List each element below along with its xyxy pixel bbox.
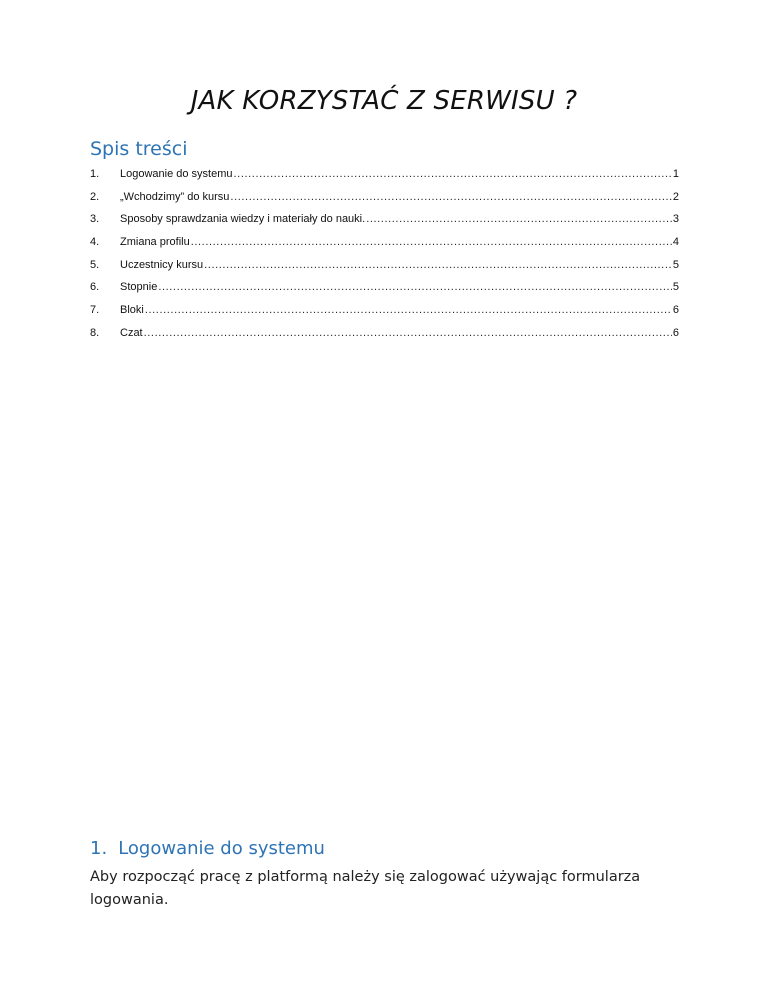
toc-item-page: 5 xyxy=(672,258,679,271)
toc-item-number: 2. xyxy=(90,190,100,203)
toc-dot-leader xyxy=(145,304,672,316)
toc-dot-leader xyxy=(191,236,672,248)
toc-dot-leader xyxy=(234,168,672,180)
section-title: Logowanie do systemu xyxy=(118,838,325,859)
toc-item-label: Czat xyxy=(120,326,143,339)
toc-item-page: 4 xyxy=(672,236,679,249)
toc-item-5[interactable] xyxy=(90,259,679,282)
toc-item-2[interactable] xyxy=(90,191,679,214)
table-of-contents xyxy=(90,168,679,350)
document-title: JAK KORZYSTAĆ Z SERWISU ? xyxy=(190,86,578,116)
toc-dot-leader xyxy=(230,191,671,203)
toc-item-number: 8. xyxy=(90,326,100,339)
toc-item-number: 6. xyxy=(90,281,100,294)
toc-item-label: „Wchodzimy” do kursu xyxy=(120,190,230,203)
toc-item-6[interactable] xyxy=(90,281,679,304)
toc-heading: Spis treści xyxy=(90,138,188,160)
toc-item-number: 7. xyxy=(90,304,100,317)
toc-item-label: Logowanie do systemu xyxy=(120,168,233,180)
toc-item-page: 2 xyxy=(672,190,679,203)
toc-item-label: Uczestnicy kursu xyxy=(120,258,204,271)
toc-dot-leader xyxy=(366,213,672,225)
toc-dot-leader xyxy=(144,327,672,339)
section-heading xyxy=(90,838,325,859)
toc-item-page: 1 xyxy=(672,168,679,180)
toc-item-label: Sposoby sprawdzania wiedzy i materiały do nauki. xyxy=(120,213,366,226)
toc-item-label: Stopnie xyxy=(120,281,158,294)
section-number: 1. xyxy=(90,838,108,859)
toc-item-page: 3 xyxy=(672,213,679,226)
section-paragraph: Aby rozpocząć pracę z platformą należy się zalogować używając formularza logowania. xyxy=(90,869,641,908)
toc-item-8[interactable] xyxy=(90,327,679,350)
toc-item-page: 5 xyxy=(672,281,679,294)
toc-item-page: 6 xyxy=(672,326,679,339)
toc-item-label: Bloki xyxy=(120,304,144,317)
toc-item-1[interactable] xyxy=(90,168,679,191)
toc-item-number: 5. xyxy=(90,258,100,271)
toc-item-number: 4. xyxy=(90,236,100,249)
toc-item-page: 6 xyxy=(672,304,679,317)
toc-dot-leader xyxy=(158,281,672,293)
toc-dot-leader xyxy=(204,259,672,271)
toc-item-number: 3. xyxy=(90,213,100,226)
toc-item-number: 1. xyxy=(90,168,100,180)
toc-item-3[interactable] xyxy=(90,213,679,236)
toc-item-label: Zmiana profilu xyxy=(120,236,190,249)
toc-item-4[interactable] xyxy=(90,236,679,259)
toc-item-7[interactable] xyxy=(90,304,679,327)
